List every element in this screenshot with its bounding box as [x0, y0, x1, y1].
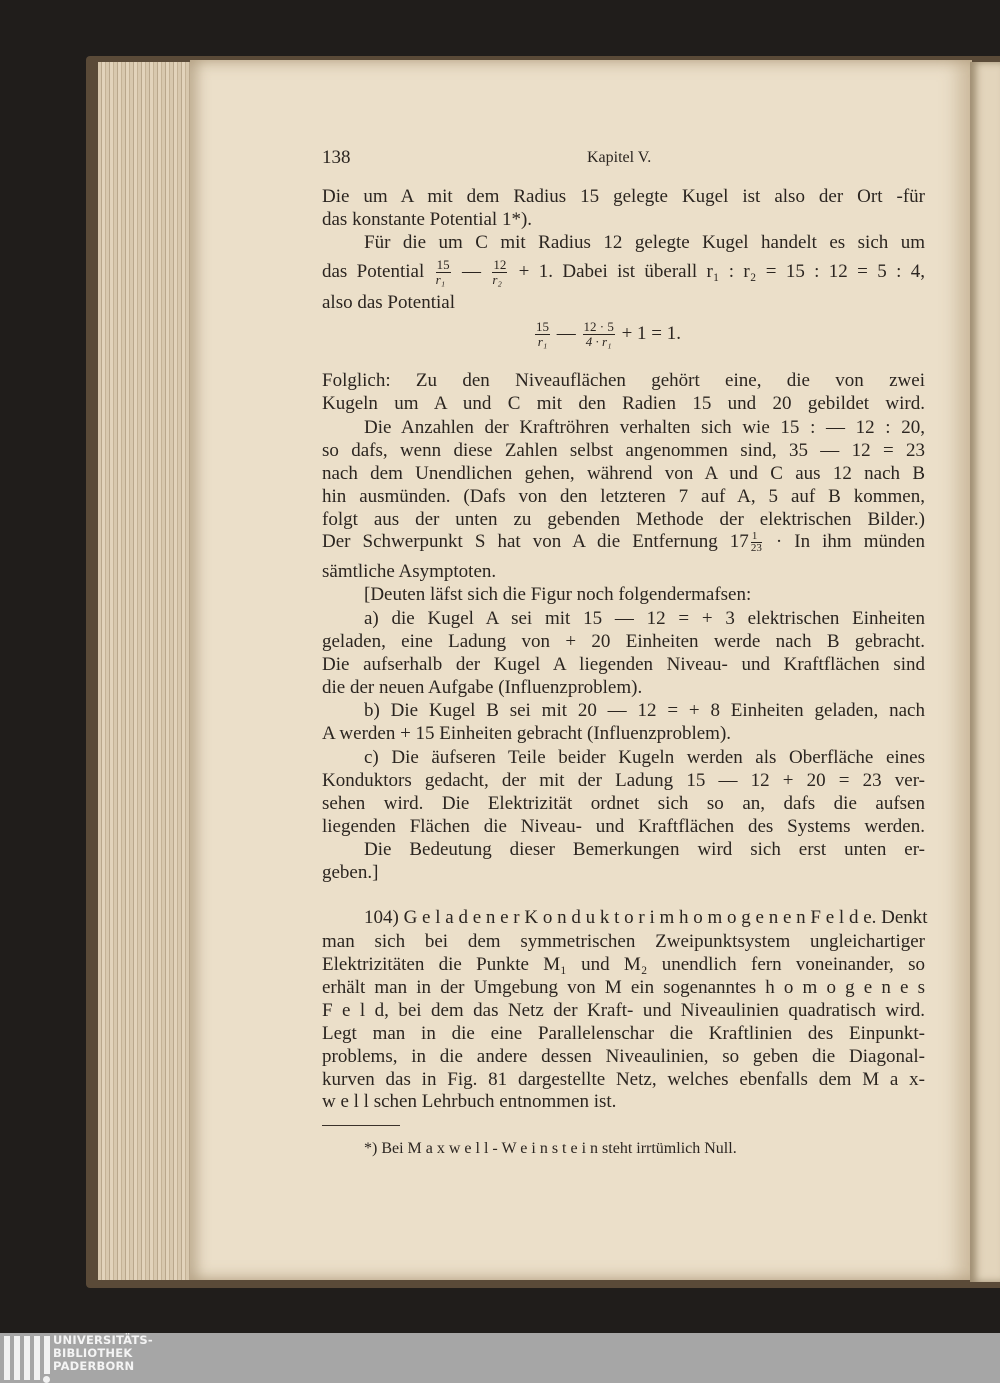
- text-line: Die Bedeutung dieser Bemerkungen wird sich erst unten er-: [364, 839, 925, 860]
- text-line: sehen wird. Die Elektrizität ordnet sich so an, dafs die aufsen: [322, 793, 925, 814]
- text-line: a) die Kugel A sei mit 15 — 12 = + 3 elektrischen Einheiten: [364, 608, 925, 629]
- display-formula: [533, 320, 681, 349]
- denominator: r₂: [492, 272, 502, 287]
- text-line: c) Die äufseren Teile beider Kugeln werden als Oberfläche eines: [364, 747, 925, 768]
- numerator: 12 · 5: [583, 319, 614, 334]
- text-line: kurven das in Fig. 81 dargestellte Netz, welches ebenfalls dem M a x-: [322, 1069, 925, 1090]
- fraction: [535, 320, 550, 349]
- text-line: Elektrizitäten die Punkte M₁ und M₂ unendlich fern voneinander, so: [322, 954, 925, 975]
- text-line: geben.]: [322, 862, 379, 883]
- text-line: w e l l schen Lehrbuch entnommen ist.: [322, 1091, 617, 1112]
- line-prefix: das Potential: [322, 260, 425, 282]
- minus-sign: —: [461, 260, 481, 282]
- fraction: [751, 531, 762, 554]
- text-line: sämtliche Asymptoten.: [322, 561, 497, 582]
- text-line-potential: [322, 258, 925, 287]
- logo-line: PADERBORN: [53, 1359, 135, 1373]
- text-line: liegenden Flächen die Niveau- und Kraftflächen des Systems werden.: [322, 816, 925, 837]
- text-line: Die aufserhalb der Kugel A liegenden Niveau- und Kraftflächen sind: [322, 654, 925, 675]
- denominator: r₁: [537, 334, 548, 349]
- text-line: folgt aus der unten zu gebenden Methode der elektrischen Bilder.): [322, 509, 925, 530]
- text-line: das konstante Potential 1*).: [322, 209, 533, 230]
- formula-rest: + 1 = 1.: [621, 322, 682, 344]
- line-rest: + 1. Dabei ist überall r₁ : r₂ = 15 : 12 = 5 : 4,: [518, 260, 925, 282]
- logo-line: BIBLIOTHEK: [53, 1346, 133, 1360]
- line-rest: · In ihm münden: [775, 531, 925, 552]
- footnote: *) Bei M a x w e l l - W e i n s t e i n steht irrtümlich Null.: [364, 1140, 737, 1157]
- line-prefix: Der Schwerpunkt S hat von A die Entfernung 17: [322, 531, 749, 552]
- text-line: Die Anzahlen der Kraftröhren verhalten sich wie 15 : — 12 : 20,: [364, 417, 925, 438]
- text-line: problems, in die andere dessen Niveaulinien, so geben die Diagonal-: [322, 1046, 925, 1067]
- logo-line: UNIVERSITÄTS-: [53, 1333, 153, 1347]
- text-line: A werden + 15 Einheiten gebracht (Influenzproblem).: [322, 723, 732, 744]
- denominator: r₁: [435, 272, 446, 287]
- running-title: Kapitel V.: [587, 149, 652, 166]
- text-line: Konduktors gedacht, der mit der Ladung 15 — 12 + 20 = 23 ver-: [322, 770, 925, 791]
- footnote-rule: [322, 1125, 400, 1126]
- text-line: geladen, eine Ladung von + 20 Einheiten werde nach B gebracht.: [322, 631, 925, 652]
- text-line: Für die um C mit Radius 12 gelegte Kugel handelt es sich um: [364, 232, 925, 253]
- library-logo-text: [53, 1334, 153, 1373]
- text-line: man sich bei dem symmetrischen Zweipunktsystem ungleichartiger: [322, 931, 925, 952]
- text-line: b) Die Kugel B sei mit 20 — 12 = + 8 Einheiten geladen, nach: [364, 700, 925, 721]
- numerator: 1: [751, 531, 762, 543]
- minus-sign: —: [556, 322, 576, 344]
- fraction: [583, 320, 615, 349]
- facing-page-edge: [970, 62, 1000, 1282]
- text-line: [Deuten läfst sich die Figur noch folgendermafsen:: [364, 584, 752, 605]
- text-line: Legt man in die eine Parallelenschar die Kraftlinien des Einpunkt-: [322, 1023, 925, 1044]
- text-line: nach dem Unendlichen gehen, während von A und C aus 12 nach B: [322, 463, 925, 484]
- page-number: 138: [322, 147, 351, 168]
- text-line: hin ausmünden. (Dafs von den letzteren 7 auf A, 5 auf B kommen,: [322, 486, 925, 507]
- text-line: Kugeln um A und C mit den Radien 15 und 20 gebildet wird.: [322, 393, 925, 414]
- text-line: die der neuen Aufgabe (Influenzproblem).: [322, 677, 643, 698]
- fraction: [492, 258, 507, 287]
- denominator: 4 · r₁: [585, 334, 612, 349]
- text-line: erhält man in der Umgebung von M ein sogenanntes h o m o g e n e s: [322, 977, 925, 998]
- text-line: Die um A mit dem Radius 15 gelegte Kugel ist also der Ort -für: [322, 186, 925, 207]
- text-line-schwerpunkt: [322, 530, 925, 554]
- text-line: Folglich: Zu den Niveauflächen gehört eine, die von zwei: [322, 370, 925, 391]
- numerator: 12: [493, 257, 507, 272]
- text-line: also das Potential: [322, 292, 455, 313]
- text-line: so dafs, wenn diese Zahlen selbst angenommen sind, 35 — 12 = 23: [322, 440, 925, 461]
- denominator: 23: [750, 542, 762, 555]
- text-line: F e l d, bei dem das Netz der Kraft- und Niveaulinien quadratisch wird.: [322, 1000, 925, 1021]
- page-edges: [98, 62, 196, 1280]
- numerator: 15: [536, 319, 549, 334]
- text-line: 104) G e l a d e n e r K o n d u k t o r i m h o m o g e n e n F e l d e. Denkt: [364, 907, 928, 928]
- fraction: [436, 258, 451, 287]
- numerator: 15: [436, 257, 450, 272]
